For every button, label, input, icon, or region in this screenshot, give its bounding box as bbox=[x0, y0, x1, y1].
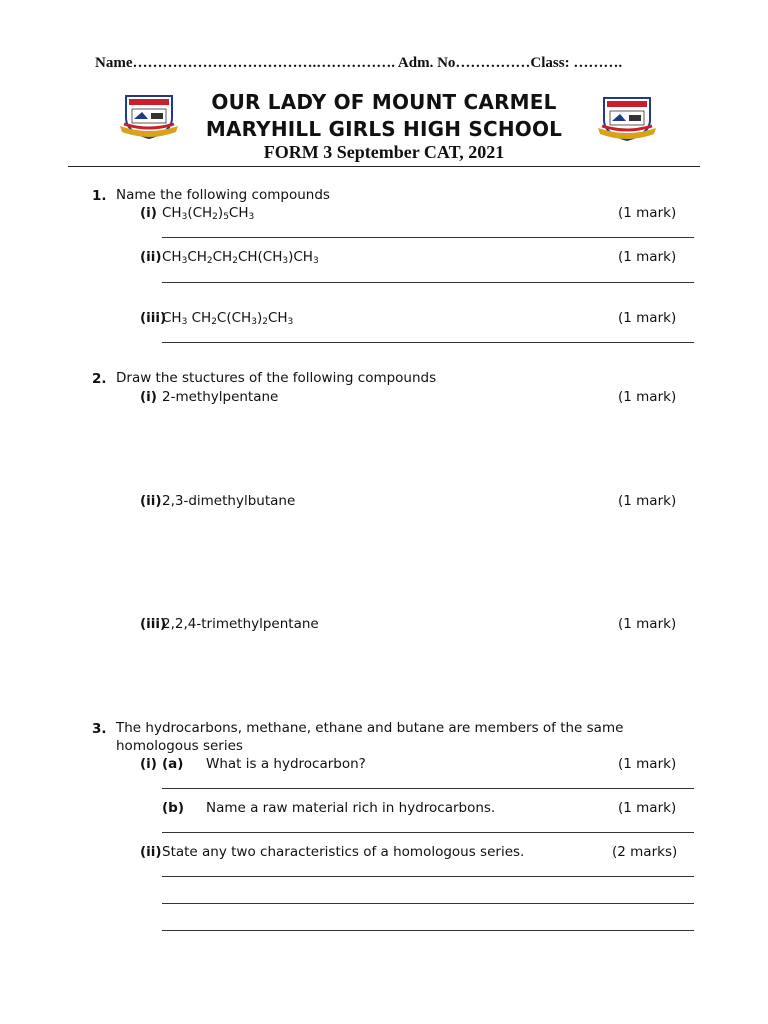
q3-text-line2: homologous series bbox=[116, 738, 243, 754]
q1-i-label: (i) bbox=[140, 205, 157, 221]
answer-line[interactable] bbox=[162, 903, 694, 904]
q2-i-text: 2-methylpentane bbox=[162, 389, 279, 405]
answer-line[interactable] bbox=[162, 342, 694, 343]
q2-ii-mark: (1 mark) bbox=[618, 493, 677, 509]
exam-title: FORM 3 September CAT, 2021 bbox=[263, 142, 505, 162]
q1-text: Name the following compounds bbox=[116, 187, 330, 203]
q3-a-label: (a) bbox=[162, 756, 184, 772]
q3-number: 3. bbox=[92, 721, 107, 737]
q2-text: Draw the stuctures of the following compounds bbox=[116, 370, 437, 386]
q3-ii-label: (ii) bbox=[140, 844, 162, 860]
answer-line[interactable] bbox=[162, 237, 694, 238]
q3-i-label: (i) bbox=[140, 756, 157, 772]
q2-i-label: (i) bbox=[140, 389, 157, 405]
answer-line[interactable] bbox=[162, 282, 694, 283]
q1-iii-formula: $CH_3$ $CH_2C(CH_3)_2CH_3$ bbox=[162, 310, 294, 327]
student-details-line: Name……………………………….……………. Adm. No……………Class: ………. bbox=[95, 55, 623, 71]
q3-ii-mark: (2 marks) bbox=[612, 844, 678, 860]
school-name-line2: MARYHILL GIRLS HIGH SCHOOL bbox=[205, 117, 563, 141]
q2-iii-mark: (1 mark) bbox=[618, 616, 677, 632]
q2-ii-label: (ii) bbox=[140, 493, 162, 509]
q3-ii-text: State any two characteristics of a homologous series. bbox=[162, 844, 525, 860]
q1-ii-mark: (1 mark) bbox=[618, 249, 677, 265]
school-name-line1: OUR LADY OF MOUNT CARMEL bbox=[211, 90, 557, 114]
q1-i-formula: $CH_3(CH_2)_5CH_3$ bbox=[162, 205, 255, 222]
q3-a-text: What is a hydrocarbon? bbox=[206, 756, 366, 772]
q1-ii-formula: $CH_3CH_2CH_2CH(CH_3)CH_3$ bbox=[162, 249, 319, 266]
q2-iii-label: (iii) bbox=[140, 616, 167, 632]
q2-i-mark: (1 mark) bbox=[618, 389, 677, 405]
q1-number: 1. bbox=[92, 188, 107, 204]
q3-b-mark: (1 mark) bbox=[618, 800, 677, 816]
answer-line[interactable] bbox=[162, 832, 694, 833]
q3-b-label: (b) bbox=[162, 800, 185, 816]
q1-i-mark: (1 mark) bbox=[618, 205, 677, 221]
q1-iii-label: (iii) bbox=[140, 310, 167, 326]
q1-ii-label: (ii) bbox=[140, 249, 162, 265]
q3-a-mark: (1 mark) bbox=[618, 756, 677, 772]
q3-b-text: Name a raw material rich in hydrocarbons. bbox=[206, 800, 496, 816]
q2-ii-text: 2,3-dimethylbutane bbox=[162, 493, 296, 509]
answer-line[interactable] bbox=[162, 788, 694, 789]
q2-iii-text: 2,2,4-trimethylpentane bbox=[162, 616, 319, 632]
q1-iii-mark: (1 mark) bbox=[618, 310, 677, 326]
answer-line[interactable] bbox=[162, 876, 694, 877]
header-divider bbox=[68, 166, 700, 167]
answer-line[interactable] bbox=[162, 930, 694, 931]
q3-text-line1: The hydrocarbons, methane, ethane and butane are members of the same bbox=[116, 720, 624, 736]
q2-number: 2. bbox=[92, 371, 107, 387]
